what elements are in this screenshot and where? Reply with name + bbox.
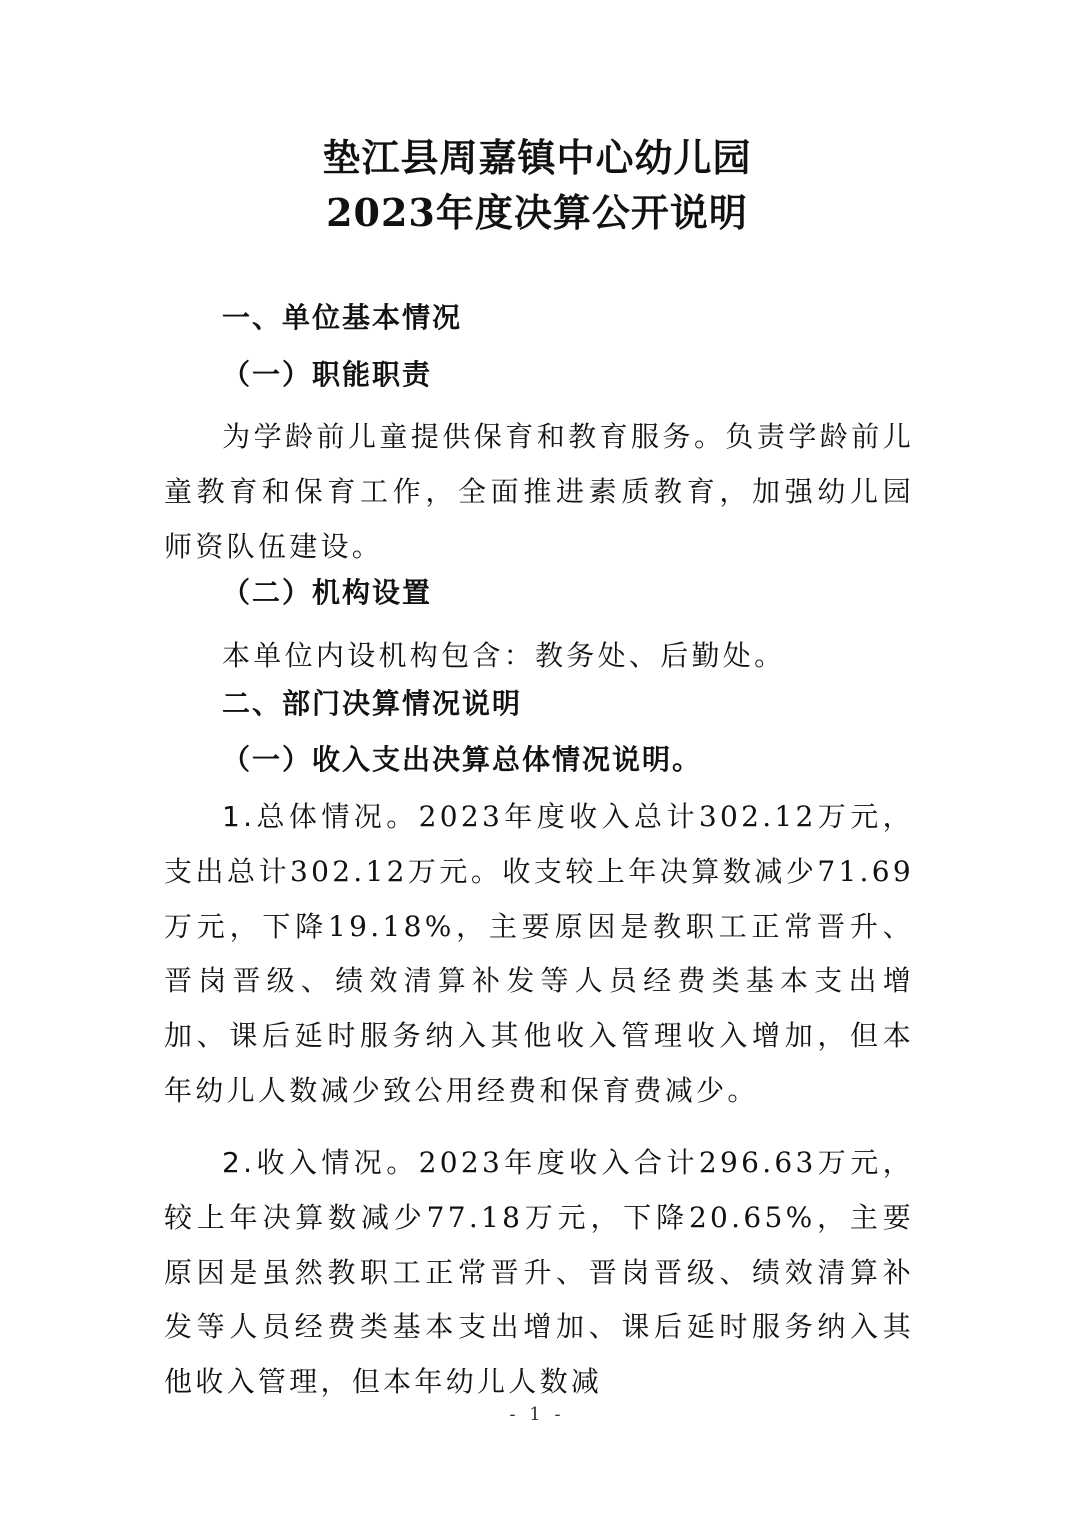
section1-sub2-paragraph: 本单位内设机构包含：教务处、后勤处。 [222, 639, 786, 672]
section1-heading: 一、单位基本情况 [222, 301, 463, 334]
page-number: - 1 - [509, 1404, 565, 1425]
section2-paragraph-2: 2.收入情况。2023年度收入合计296.63万元，较上年决算数减少77.18万元，下降20.65%，主要原因是虽然教职工正常晋升、晋岗晋级、绩效清算补发等人员经费类基本支出增加、课后延时服务纳入其他收入管理，但本年幼儿人数减 [164, 1146, 914, 1399]
section1-sub1-heading: （一）职能职责 [222, 358, 433, 391]
section2-heading: 二、部门决算情况说明 [222, 687, 523, 720]
section1-sub1-paragraph: 为学龄前儿童提供保育和教育服务。负责学龄前儿童教育和保育工作，全面推进素质教育，加强幼儿园师资队伍建设。 [164, 420, 914, 563]
document-title-line1: 垫江县周嘉镇中心幼儿园 [322, 135, 752, 180]
paragraph-2-lead: 2.收入情况。 [222, 1146, 419, 1179]
section2-paragraph-1: 1.总体情况。2023年度收入总计302.12万元，支出总计302.12万元。收支较上年决算数减少71.69万元，下降19.18%，主要原因是教职工正常晋升、晋岗晋级、绩效清算补发等人员经费类基本支出增加、课后延时服务纳入其他收入管理收入增加，但本年幼儿人数减少致公用经费和保育费减少。 [164, 800, 914, 1107]
section2-sub1-heading: （一）收入支出决算总体情况说明。 [222, 743, 703, 776]
section1-sub2-heading: （二）机构设置 [222, 576, 433, 609]
paragraph-1-lead: 1.总体情况。 [222, 800, 419, 833]
document-title-line2: 2023年度决算公开说明 [326, 190, 748, 235]
